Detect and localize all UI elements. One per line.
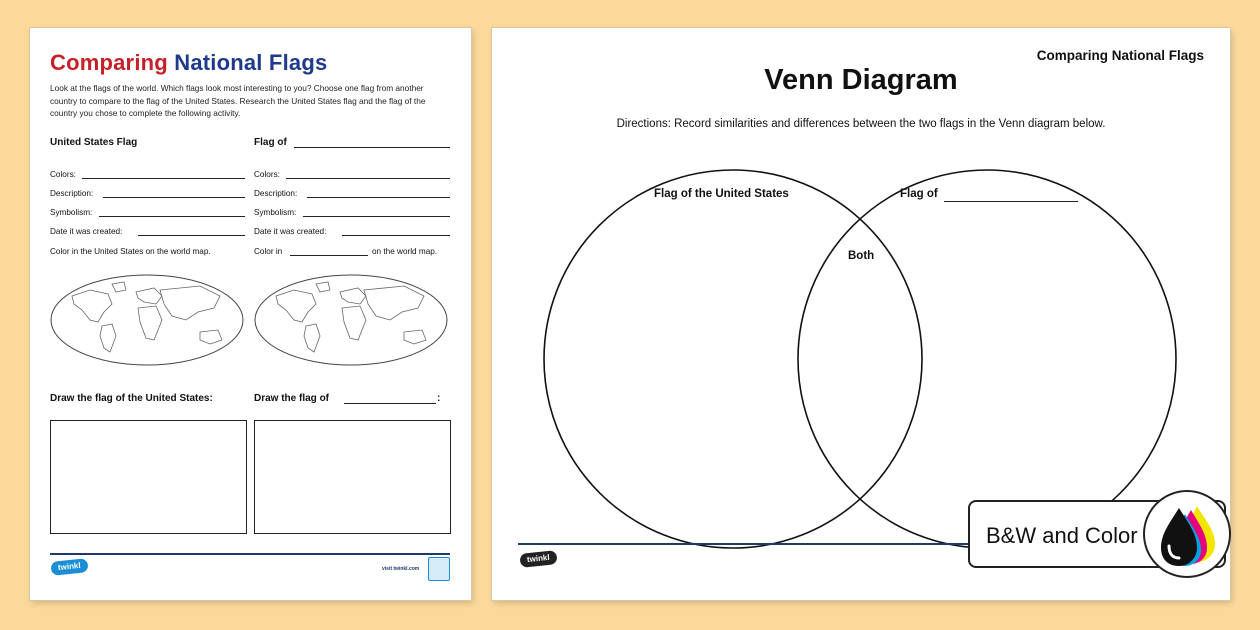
venn-right-country-line[interactable]	[944, 201, 1078, 202]
venn-directions: Directions: Record similarities and differences between the two flags in the Venn diagram below.	[616, 118, 1106, 130]
venn-left-label: Flag of the United States	[654, 188, 789, 200]
other-flag-heading: Flag of	[254, 137, 287, 148]
twinkl-logo: twinkl	[50, 558, 88, 576]
venn-header: Comparing National Flags	[1036, 48, 1204, 63]
draw-other-flag-box[interactable]	[254, 420, 451, 534]
world-map-us[interactable]	[50, 274, 244, 366]
venn-left-circle[interactable]	[544, 170, 922, 548]
other-symbolism-line[interactable]	[303, 216, 450, 217]
us-map-instruction: Color in the United States on the world map.	[50, 247, 211, 256]
title-part-blue: National Flags	[174, 50, 328, 75]
other-colors-label: Colors:	[254, 170, 280, 179]
ink-drops-icon	[1145, 492, 1229, 576]
draw-us-flag-box[interactable]	[50, 420, 247, 534]
venn-right-circle[interactable]	[798, 170, 1176, 548]
title-part-red: Comparing	[50, 50, 168, 75]
us-description-label: Description:	[50, 189, 94, 198]
bw-color-label: B&W and Color	[986, 523, 1138, 548]
us-colors-line[interactable]	[82, 178, 245, 179]
visit-link: visit twinkl.com	[382, 566, 420, 572]
us-date-line[interactable]	[138, 235, 245, 236]
us-symbolism-line[interactable]	[99, 216, 245, 217]
venn-middle-label: Both	[848, 250, 875, 262]
other-description-label: Description:	[254, 189, 298, 198]
twinkl-logo: twinkl	[519, 550, 557, 568]
draw-other-prompt: Draw the flag of	[254, 393, 330, 404]
other-map-instruction-a: Color in	[254, 247, 283, 256]
other-map-country-line[interactable]	[290, 255, 368, 256]
other-colors-line[interactable]	[286, 178, 450, 179]
us-colors-label: Colors:	[50, 170, 76, 179]
us-date-label: Date it was created:	[50, 227, 123, 236]
worksheet-title	[50, 50, 327, 76]
us-symbolism-label: Symbolism:	[50, 208, 93, 217]
ink-drops-badge	[1143, 490, 1231, 578]
world-map-other[interactable]	[254, 274, 448, 366]
draw-other-country-line[interactable]	[344, 403, 436, 404]
comparing-flags-worksheet	[30, 28, 471, 600]
us-description-line[interactable]	[103, 197, 245, 198]
draw-other-colon: :	[437, 393, 441, 404]
other-flag-name-line[interactable]	[294, 147, 450, 148]
other-symbolism-label: Symbolism:	[254, 208, 297, 217]
venn-title: Venn Diagram	[764, 64, 958, 96]
other-date-line[interactable]	[342, 235, 450, 236]
us-flag-heading: United States Flag	[50, 137, 138, 148]
worksheet-intro: Look at the flags of the world. Which flags look most interesting to you? Choose one flag from another country to compare to the flag of the United States. Research the United States flag and the flag of the country you chose to complete the following activity.	[50, 83, 426, 118]
footer-line	[50, 553, 450, 555]
venn-right-label: Flag of	[900, 188, 938, 200]
badge-icon	[428, 557, 450, 581]
other-date-label: Date it was created:	[254, 227, 327, 236]
other-map-instruction-b: on the world map.	[372, 247, 438, 256]
draw-us-prompt: Draw the flag of the United States:	[50, 393, 213, 404]
other-description-line[interactable]	[307, 197, 450, 198]
